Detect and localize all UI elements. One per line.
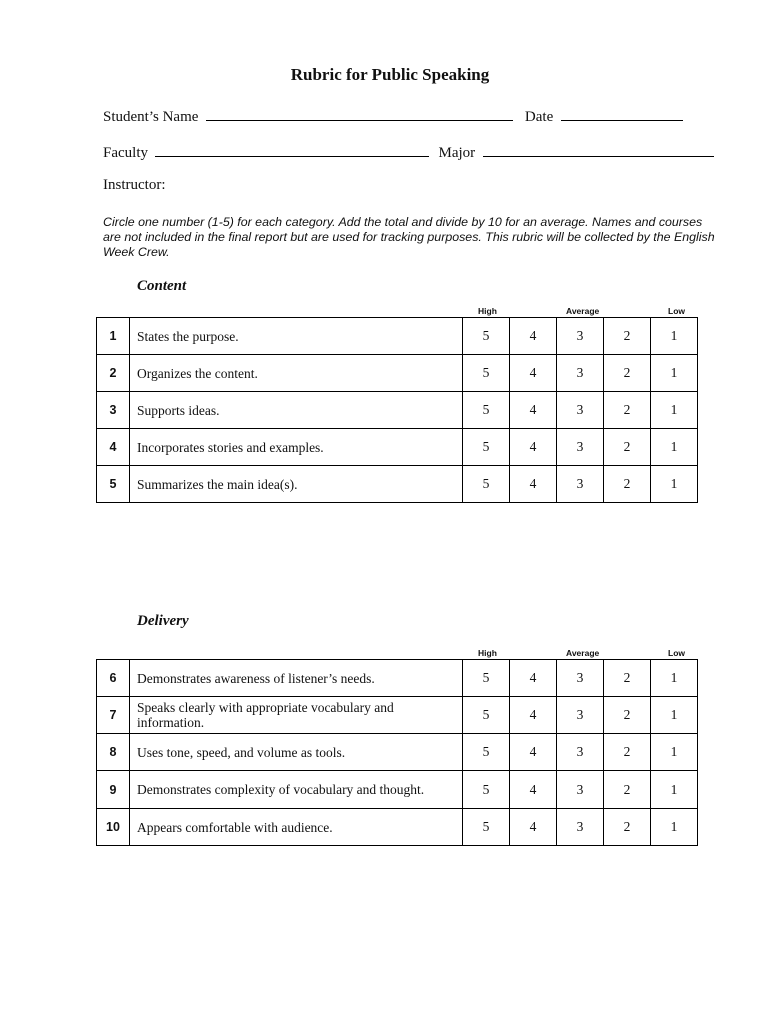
score-option-1[interactable]: 1 [651,660,698,697]
score-option-1[interactable]: 1 [651,771,698,809]
faculty-major-row [103,142,714,162]
score-option-4[interactable]: 4 [510,429,557,466]
rubric-row [97,660,698,697]
score-option-3[interactable]: 3 [557,697,604,734]
section-title-delivery: Delivery [137,613,189,629]
criterion-text: Supports ideas. [130,392,463,429]
score-option-3[interactable]: 3 [557,466,604,503]
score-option-2[interactable]: 2 [604,771,651,809]
scale-high-label: High [478,648,497,658]
score-option-3[interactable]: 3 [557,355,604,392]
score-option-4[interactable]: 4 [510,318,557,355]
name-date-row [103,106,683,126]
delivery-rubric-table [96,659,698,846]
criterion-text: States the purpose. [130,318,463,355]
score-option-1[interactable]: 1 [651,809,698,846]
score-option-4[interactable]: 4 [510,734,557,771]
score-option-1[interactable]: 1 [651,697,698,734]
score-option-2[interactable]: 2 [604,318,651,355]
score-option-5[interactable]: 5 [463,771,510,809]
score-option-1[interactable]: 1 [651,392,698,429]
faculty-label: Faculty [103,145,148,161]
score-option-5[interactable]: 5 [463,734,510,771]
score-option-1[interactable]: 1 [651,466,698,503]
criterion-text: Speaks clearly with appropriate vocabulary and information. [130,697,463,734]
major-field[interactable] [483,142,714,157]
score-option-4[interactable]: 4 [510,697,557,734]
criterion-text: Demonstrates awareness of listener’s needs. [130,660,463,697]
score-option-2[interactable]: 2 [604,697,651,734]
score-option-2[interactable]: 2 [604,392,651,429]
criterion-text: Uses tone, speed, and volume as tools. [130,734,463,771]
criterion-number: 5 [97,466,130,503]
score-option-3[interactable]: 3 [557,429,604,466]
date-label: Date [524,109,554,125]
score-option-5[interactable]: 5 [463,660,510,697]
criterion-text: Organizes the content. [130,355,463,392]
score-option-5[interactable]: 5 [463,429,510,466]
score-option-2[interactable]: 2 [604,660,651,697]
score-option-4[interactable]: 4 [510,466,557,503]
student-name-field[interactable] [206,106,513,121]
criterion-number: 7 [97,697,130,734]
score-option-3[interactable]: 3 [557,392,604,429]
rubric-row [97,466,698,503]
score-option-3[interactable]: 3 [557,734,604,771]
criterion-number: 8 [97,734,130,771]
score-option-2[interactable]: 2 [604,734,651,771]
criterion-number: 2 [97,355,130,392]
rubric-row [97,318,698,355]
criterion-text: Appears comfortable with audience. [130,809,463,846]
score-option-1[interactable]: 1 [651,355,698,392]
scale-low-label: Low [668,306,685,316]
score-option-5[interactable]: 5 [463,318,510,355]
criterion-number: 9 [97,771,130,809]
rubric-row [97,734,698,771]
criterion-text: Incorporates stories and examples. [130,429,463,466]
major-label: Major [438,145,476,161]
rubric-row [97,392,698,429]
criterion-text: Summarizes the main idea(s). [130,466,463,503]
criterion-number: 6 [97,660,130,697]
score-option-1[interactable]: 1 [651,318,698,355]
score-option-5[interactable]: 5 [463,355,510,392]
score-option-3[interactable]: 3 [557,318,604,355]
criterion-number: 3 [97,392,130,429]
score-option-5[interactable]: 5 [463,466,510,503]
score-option-4[interactable]: 4 [510,660,557,697]
rubric-row [97,355,698,392]
date-field[interactable] [561,106,683,121]
criterion-number: 10 [97,809,130,846]
score-option-4[interactable]: 4 [510,771,557,809]
scale-low-label: Low [668,648,685,658]
score-option-4[interactable]: 4 [510,392,557,429]
section-title-content: Content [137,278,187,294]
student-name-label: Student’s Name [103,109,199,125]
score-option-1[interactable]: 1 [651,734,698,771]
faculty-field[interactable] [155,142,429,157]
score-option-5[interactable]: 5 [463,392,510,429]
rubric-row [97,771,698,809]
score-option-4[interactable]: 4 [510,809,557,846]
rubric-row [97,697,698,734]
score-option-2[interactable]: 2 [604,355,651,392]
score-option-3[interactable]: 3 [557,809,604,846]
score-option-2[interactable]: 2 [604,429,651,466]
scale-high-label: High [478,306,497,316]
rubric-row [97,429,698,466]
scale-average-label: Average [566,648,600,658]
page-title: Rubric for Public Speaking [290,65,490,84]
score-option-1[interactable]: 1 [651,429,698,466]
score-option-3[interactable]: 3 [557,771,604,809]
instructor-label: Instructor: [103,177,166,193]
criterion-text: Demonstrates complexity of vocabulary and thought. [130,771,463,809]
score-option-2[interactable]: 2 [604,466,651,503]
score-option-5[interactable]: 5 [463,697,510,734]
score-option-2[interactable]: 2 [604,809,651,846]
score-option-3[interactable]: 3 [557,660,604,697]
score-option-4[interactable]: 4 [510,355,557,392]
rubric-row [97,809,698,846]
instructions-text: Circle one number (1-5) for each category. Add the total and divide by 10 for an average. Names and courses are not included in the final report but are used for tracking purposes. This rubric will be collected by the English Week Crew. [103,215,715,259]
criterion-number: 1 [97,318,130,355]
score-option-5[interactable]: 5 [463,809,510,846]
criterion-number: 4 [97,429,130,466]
content-rubric-table [96,317,698,503]
scale-average-label: Average [566,306,600,316]
